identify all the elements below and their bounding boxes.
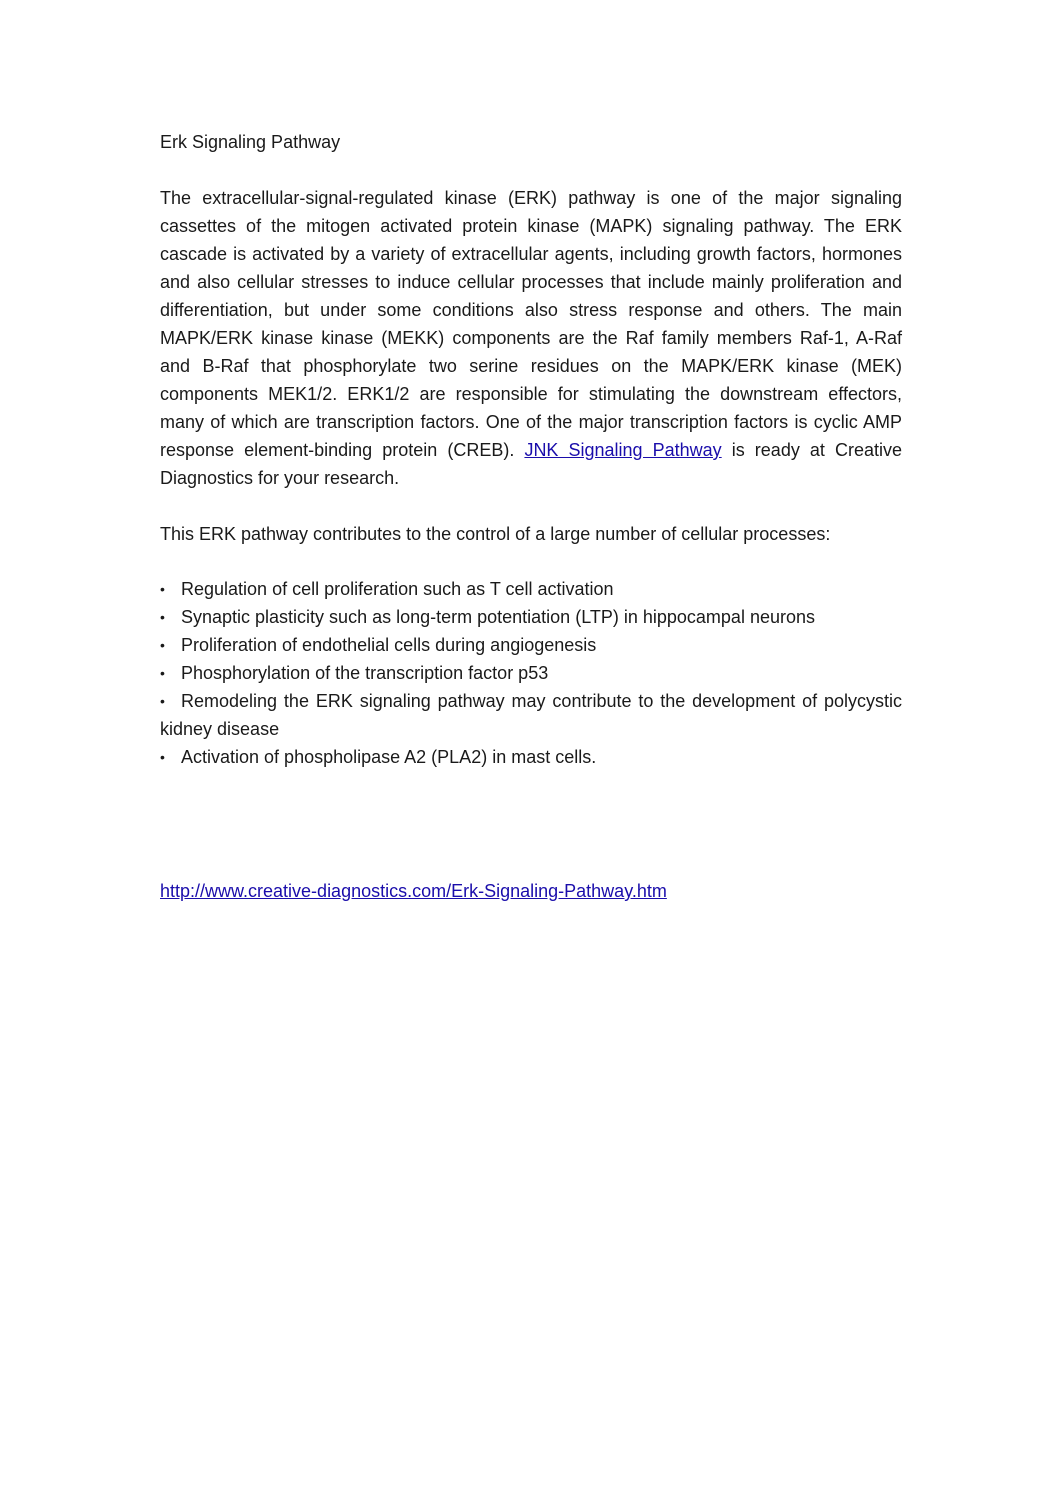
list-item-text: Synaptic plasticity such as long-term potentiation (LTP) in hippocampal neurons (181, 607, 815, 627)
list-item-text: Phosphorylation of the transcription factor p53 (181, 663, 549, 683)
paragraph-text-after-link: is ready at Creative Diagnostics for your research. (160, 440, 902, 488)
bullet-icon: • (160, 637, 165, 653)
page-title: Erk Signaling Pathway (160, 132, 341, 152)
bullet-icon: • (160, 581, 165, 597)
list-item (160, 743, 902, 771)
list-item (160, 631, 902, 659)
document-body (160, 128, 902, 771)
list-item (160, 603, 902, 631)
jnk-signaling-pathway-link[interactable]: JNK Signaling Pathway (524, 440, 722, 460)
bullet-icon: • (160, 665, 165, 681)
source-url-link[interactable]: http://www.creative-diagnostics.com/Erk-Signaling-Pathway.htm (160, 881, 667, 901)
list-item-text: Proliferation of endothelial cells during angiogenesis (181, 635, 597, 655)
list-item (160, 575, 902, 603)
list-item (160, 659, 902, 687)
list-item-text: Regulation of cell proliferation such as T cell activation (181, 579, 614, 599)
list-intro: This ERK pathway contributes to the control of a large number of cellular processes: (160, 524, 831, 544)
intro-paragraph (160, 184, 902, 492)
list-item-text: Remodeling the ERK signaling pathway may contribute to the development of polycystic kidney disease (160, 691, 902, 739)
process-list (160, 575, 902, 771)
list-item-text: Activation of phospholipase A2 (PLA2) in mast cells. (181, 747, 597, 767)
paragraph-text-before-link: The extracellular-signal-regulated kinase (ERK) pathway is one of the major signaling cassettes of the mitogen activated protein kinase (MAPK) signaling pathway. The ERK cascade is activated by a variety of extracellular agents, including growth factors, hormones and also cellular stresses to induce cellular processes that include mainly proliferation and differentiation, but under some conditions also stress response and others. The main MAPK/ERK kinase kinase (MEKK) components are the Raf family members Raf-1, A-Raf and B-Raf that phosphorylate two serine residues on the MAPK/ERK kinase (MEK) components MEK1/2. ERK1/2 are responsible for stimulating the downstream effectors, many of which are transcription factors. One of the major transcription factors is cyclic AMP response element-binding protein (CREB). (160, 188, 902, 460)
bullet-icon: • (160, 693, 165, 709)
bullet-icon: • (160, 749, 165, 765)
list-item (160, 687, 902, 743)
bullet-icon: • (160, 609, 165, 625)
